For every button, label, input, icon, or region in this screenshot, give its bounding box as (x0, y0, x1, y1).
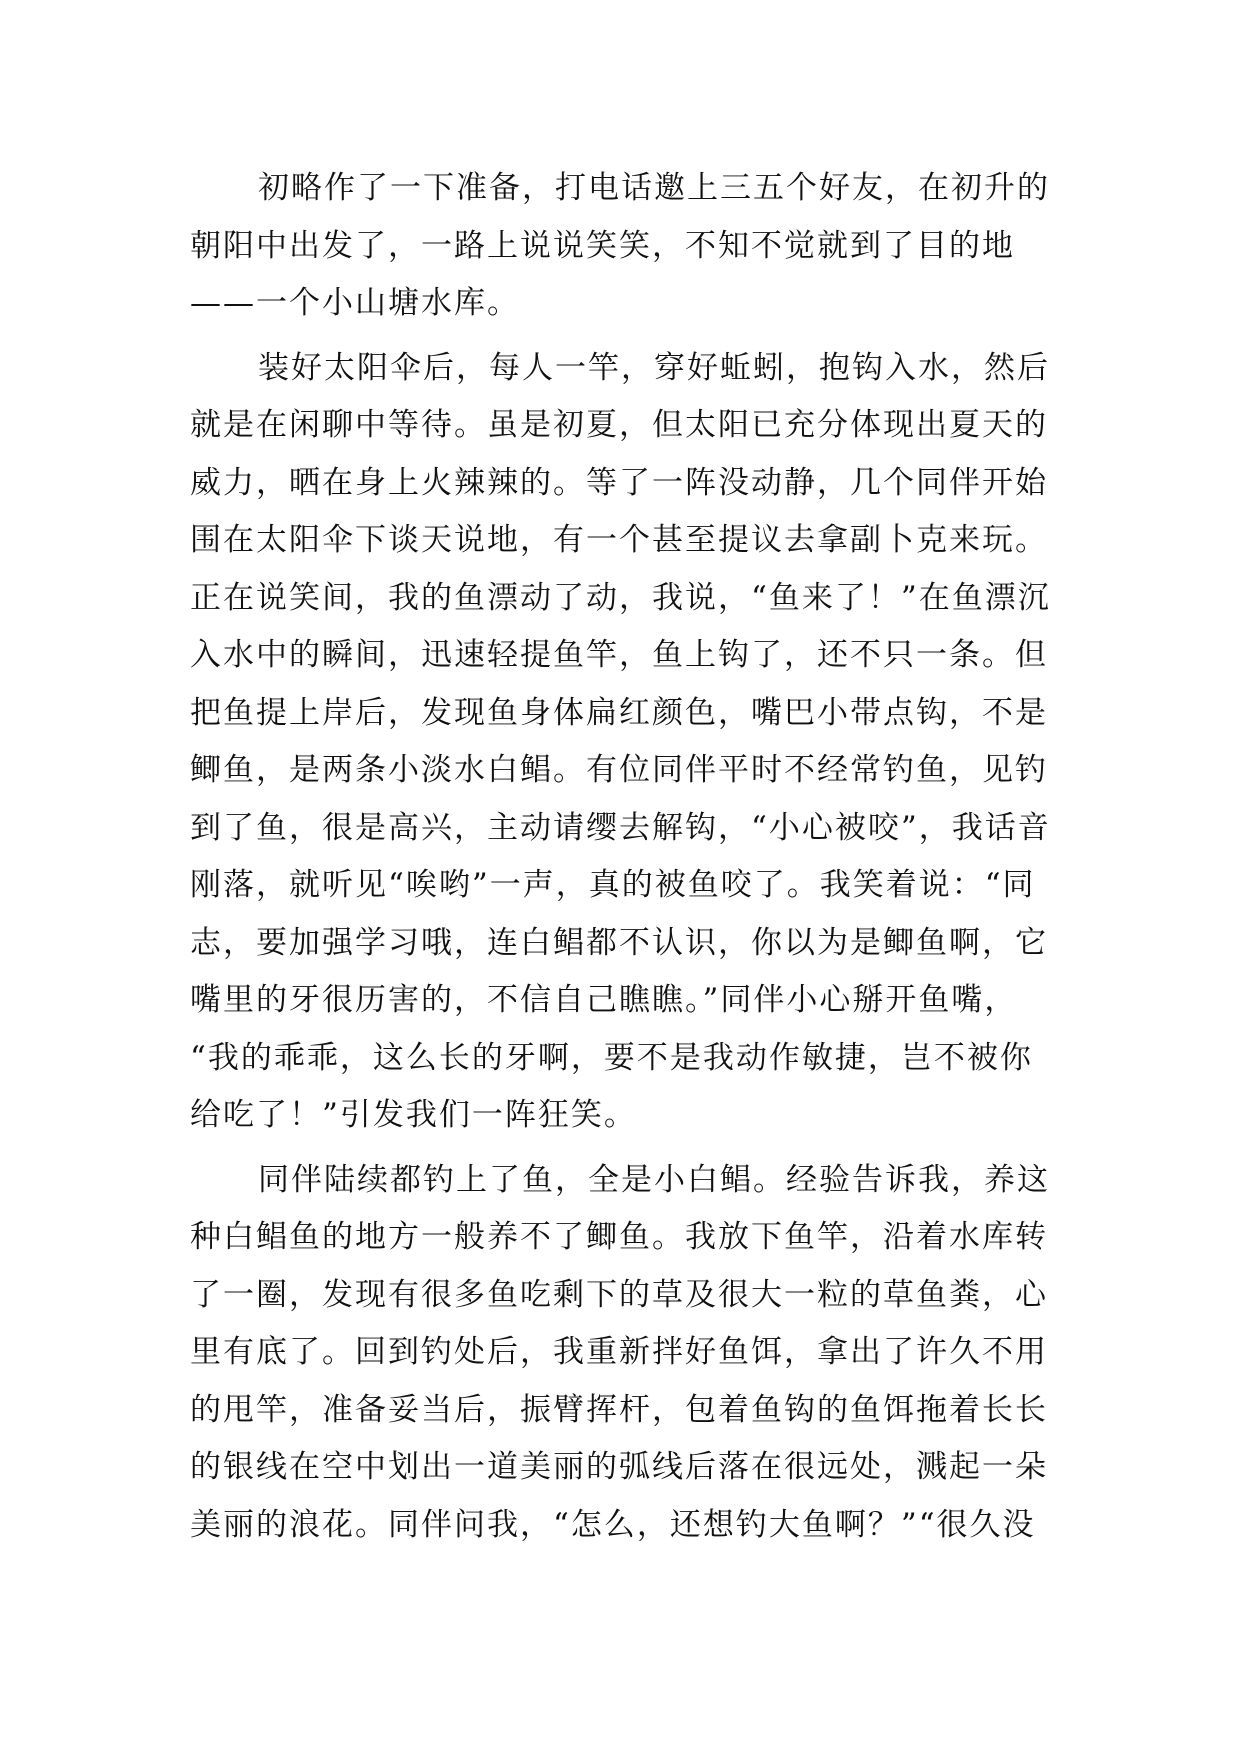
text-line: 到了鱼，很是高兴，主动请缨去解钩，“小心被咬”，我话音 (190, 809, 1051, 846)
text-line: 威力，晒在身上火辣辣的。等了一阵没动静，几个同伴开始 (190, 464, 1048, 501)
body-text (190, 160, 1070, 1554)
text-line: “我的乖乖，这么长的牙啊，要不是我动作敏捷，岂不被你 (190, 1039, 1033, 1076)
text-line: 给吃了！”引发我们一阵狂笑。 (190, 1097, 637, 1133)
text-line: 把鱼提上岸后，发现鱼身体扁红颜色，嘴巴小带点钩，不是 (190, 694, 1048, 731)
paragraph-1 (190, 160, 1070, 333)
text-line: 正在说笑间，我的鱼漂动了动，我说，“鱼来了！”在鱼漂沉 (190, 579, 1051, 616)
paragraph-2 (190, 340, 1070, 1145)
text-line: 初略作了一下准备，打电话邀上三五个好友，在初升的 (258, 170, 1050, 206)
text-line: 同伴陆续都钓上了鱼，全是小白鲳。经验告诉我，养这 (258, 1161, 1050, 1198)
text-line: ——一个小山塘水库。 (190, 285, 520, 321)
text-line: 入水中的瞬间，迅速轻提鱼竿，鱼上钩了，还不只一条。但 (190, 637, 1048, 673)
text-line: 鲫鱼，是两条小淡水白鲳。有位同伴平时不经常钓鱼，见钓 (190, 752, 1048, 788)
text-line: 了一圈，发现有很多鱼吃剩下的草及很大一粒的草鱼粪，心 (190, 1276, 1048, 1313)
text-line: 美丽的浪花。同伴问我，“怎么，还想钓大鱼啊？”“很久没 (190, 1506, 1036, 1543)
text-line: 朝阳中出发了，一路上说说笑笑，不知不觉就到了目的地 (190, 227, 1015, 264)
text-line: 就是在闲聊中等待。虽是初夏，但太阳已充分体现出夏天的 (190, 407, 1048, 443)
text-line: 嘴里的牙很历害的，不信自己瞧瞧。”同伴小心掰开鱼嘴， (190, 982, 1018, 1018)
text-line: 里有底了。回到钓处后，我重新拌好鱼饵，拿出了许久不用 (190, 1334, 1048, 1370)
text-line: 种白鲳鱼的地方一般养不了鲫鱼。我放下鱼竿，沿着水库转 (190, 1219, 1048, 1255)
text-line: 装好太阳伞后，每人一竿，穿好蚯蚓，抱钩入水，然后 (258, 349, 1050, 386)
text-line: 围在太阳伞下谈天说地，有一个甚至提议去拿副卜克来玩。 (190, 522, 1048, 558)
text-line: 的银线在空中划出一道美丽的弧线后落在很远处，溅起一朵 (190, 1449, 1048, 1485)
text-line: 志，要加强学习哦，连白鲳都不认识，你以为是鲫鱼啊，它 (190, 924, 1048, 961)
text-line: 刚落，就听见“唉哟”一声，真的被鱼咬了。我笑着说：“同 (190, 867, 1036, 903)
text-line: 的甩竿，准备妥当后，振臂挥杆，包着鱼钩的鱼饵拖着长长 (190, 1391, 1048, 1428)
paragraph-3 (190, 1152, 1070, 1555)
